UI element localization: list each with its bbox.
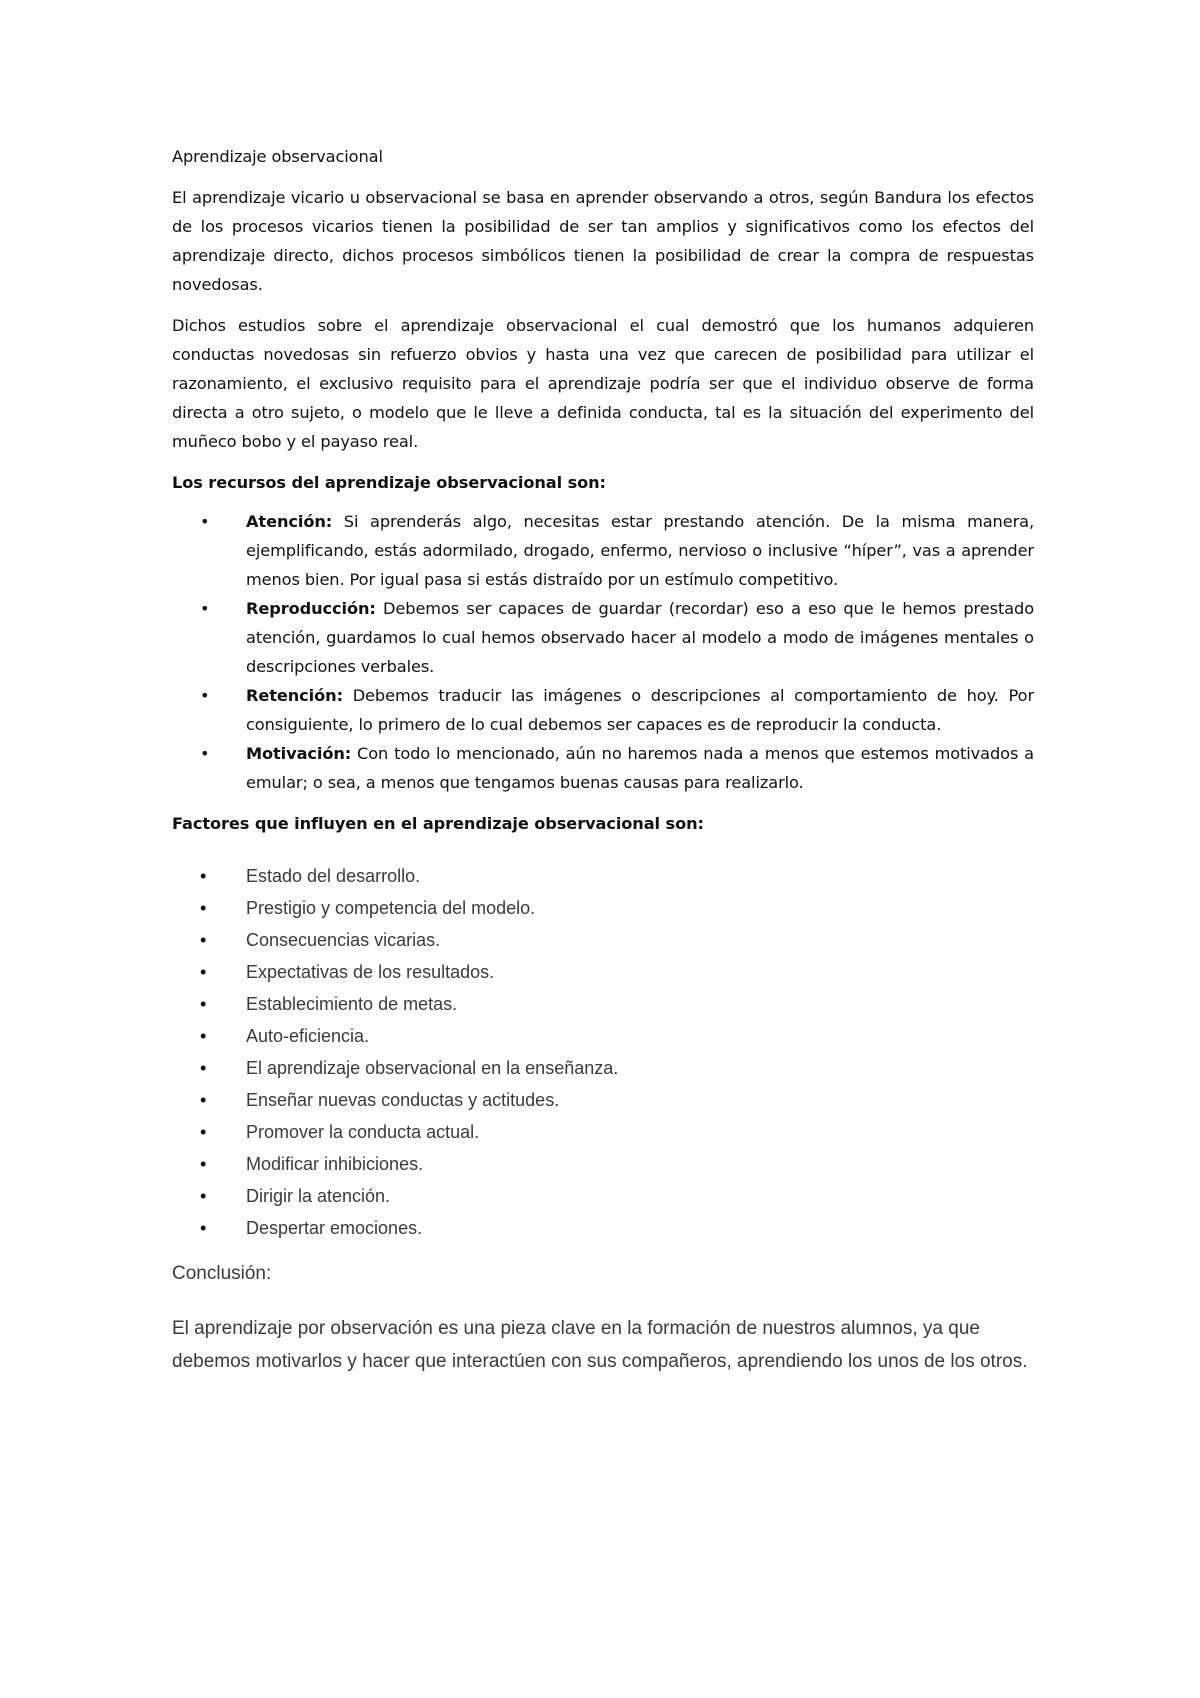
bullet-icon: • <box>200 962 207 982</box>
factor-text: Modificar inhibiciones. <box>246 1154 424 1174</box>
bullet-icon: • <box>200 1154 207 1174</box>
factors-heading: Factores que influyen en el aprendizaje observacional son: <box>172 814 704 833</box>
bullet-icon: • <box>200 994 207 1014</box>
factor-text: El aprendizaje observacional en la enseñanza. <box>246 1058 619 1078</box>
document-body <box>172 142 1034 1378</box>
list-item <box>172 1180 1034 1212</box>
resource-term: Reproducción: <box>246 599 376 618</box>
list-item <box>172 739 1034 797</box>
list-item <box>172 1084 1034 1116</box>
list-item <box>172 507 1034 594</box>
document-title: Aprendizaje observacional <box>172 147 383 166</box>
paragraph-studies: Dichos estudios sobre el aprendizaje observacional el cual demostró que los humanos adquieren conductas novedosas sin refuerzo obvios y hasta una vez que carecen de posibilidad para utilizar el razonamiento, el exclusivo requisito para el aprendizaje podría ser que el individuo observe de forma directa a otro sujeto, o modelo que le lleve a definida conducta, tal es la situación del experimento del muñeco bobo y el payaso real. <box>172 316 1034 451</box>
resources-heading: Los recursos del aprendizaje observacional son: <box>172 473 606 492</box>
list-item <box>172 681 1034 739</box>
conclusion-paragraph: El aprendizaje por observación es una pieza clave en la formación de nuestros alumnos, ya que debemos motivarlos y hacer que interactúen con sus compañeros, aprendiendo los unos de los otros. <box>172 1318 1028 1372</box>
resource-text: Debemos ser capaces de guardar (recordar) eso a eso que le hemos prestado atención, guardamos lo cual hemos observado hacer al modelo a modo de imágenes mentales o descripciones verbales. <box>246 599 1034 676</box>
bullet-icon: • <box>200 930 207 950</box>
factor-text: Consecuencias vicarias. <box>246 930 441 950</box>
bullet-icon: • <box>200 898 207 918</box>
bullet-icon: • <box>200 744 210 763</box>
resource-term: Motivación: <box>246 744 352 763</box>
list-item <box>172 924 1034 956</box>
list-item <box>172 1052 1034 1084</box>
list-item <box>172 956 1034 988</box>
paragraph-intro: El aprendizaje vicario u observacional se basa en aprender observando a otros, según Bandura los efectos de los procesos vicarios tienen la posibilidad de ser tan amplios y significativos como los efectos del aprendizaje directo, dichos procesos simbólicos tienen la posibilidad de crear la compra de respuestas novedosas. <box>172 188 1034 294</box>
resource-term: Retención: <box>246 686 343 705</box>
factor-text: Expectativas de los resultados. <box>246 962 495 982</box>
bullet-icon: • <box>200 599 210 618</box>
factor-text: Prestigio y competencia del modelo. <box>246 898 536 918</box>
list-item <box>172 1148 1034 1180</box>
list-item <box>172 988 1034 1020</box>
bullet-icon: • <box>200 1218 207 1238</box>
factor-text: Enseñar nuevas conductas y actitudes. <box>246 1090 560 1110</box>
factor-text: Establecimiento de metas. <box>246 994 458 1014</box>
list-item <box>172 1212 1034 1244</box>
bullet-icon: • <box>200 1058 207 1078</box>
resource-term: Atención: <box>246 512 333 531</box>
factor-text: Despertar emociones. <box>246 1218 423 1238</box>
bullet-icon: • <box>200 866 207 886</box>
factor-text: Auto-eficiencia. <box>246 1026 370 1046</box>
list-item <box>172 1116 1034 1148</box>
resource-text: Con todo lo mencionado, aún no haremos nada a menos que estemos motivados a emular; o sea, a menos que tengamos buenas causas para realizarlo. <box>246 744 1034 792</box>
list-item <box>172 1020 1034 1052</box>
bullet-icon: • <box>200 1090 207 1110</box>
list-item <box>172 892 1034 924</box>
bullet-icon: • <box>200 1122 207 1142</box>
resource-text: Si aprenderás algo, necesitas estar prestando atención. De la misma manera, ejemplificando, estás adormilado, drogado, enfermo, nervioso o inclusive “híper”, vas a aprender menos bien. Por igual pasa si estás distraído por un estímulo competitivo. <box>246 512 1034 589</box>
bullet-icon: • <box>200 1026 207 1046</box>
list-item <box>172 860 1034 892</box>
factor-text: Promover la conducta actual. <box>246 1122 480 1142</box>
resource-text: Debemos traducir las imágenes o descripciones al comportamiento de hoy. Por consiguiente, lo primero de lo cual debemos ser capaces es de reproducir la conducta. <box>246 686 1034 734</box>
resources-list <box>172 507 1034 797</box>
bullet-icon: • <box>200 1186 207 1206</box>
list-item <box>172 594 1034 681</box>
factor-text: Dirigir la atención. <box>246 1186 391 1206</box>
factors-list <box>172 860 1034 1244</box>
bullet-icon: • <box>200 686 210 705</box>
conclusion-heading: Conclusión: <box>172 1263 272 1284</box>
factor-text: Estado del desarrollo. <box>246 866 421 886</box>
bullet-icon: • <box>200 512 210 531</box>
